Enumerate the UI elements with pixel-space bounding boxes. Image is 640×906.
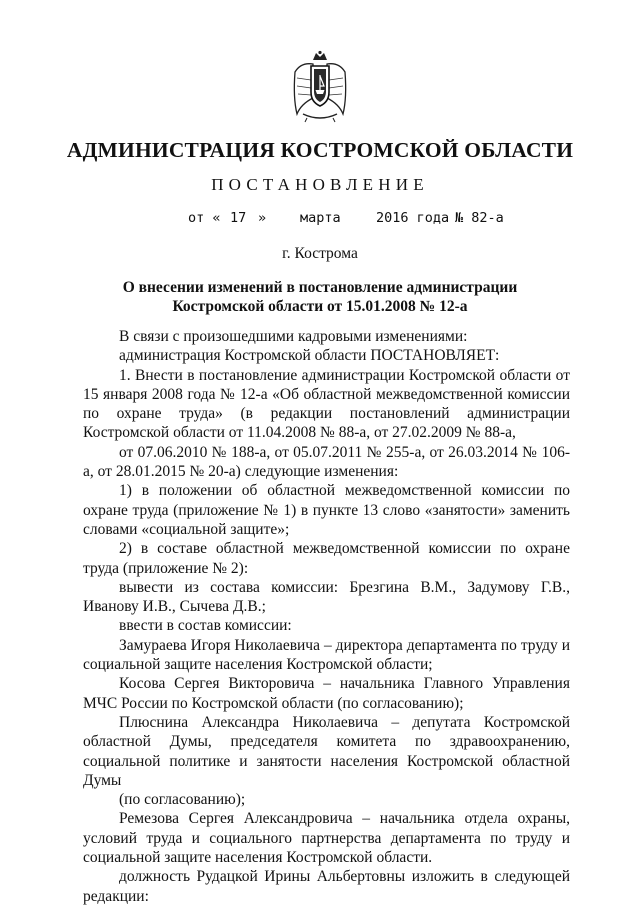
city: г. Кострома [282,245,358,262]
date-month: марта [300,210,341,226]
date-day: 17 [230,210,247,226]
date-prefix: от « [188,210,221,226]
body-paragraph: от 07.06.2010 № 188-а, от 05.07.2011 № 255-а, от 26.03.2014 № 106-а, от 28.01.2015 № 20-а) следующие изменения: [83,443,570,481]
body-paragraph: администрация Костромской области ПОСТАНОВЛЯЕТ: [119,347,500,365]
date-year: 2016 года [376,210,450,226]
subject-line-1: О внесении изменений в постановление администрации [122,279,518,296]
document-type: ПОСТАНОВЛЕНИЕ [211,175,429,194]
coat-of-arms-icon [291,50,349,124]
subject-line-2: Костромской области от 15.01.2008 № 12-а [172,298,468,315]
body-paragraph: В связи с произошедшими кадровыми изменениями: [119,328,468,345]
body-paragraph: Плюснина Александра Николаевича – депутата Костромской областной Думы, председателя комитета по здравоохранению, социальной политике и занятости населения Костромской областной Думы [83,713,570,789]
document-subject [0,278,640,316]
document-number: № 82-а [455,210,504,226]
body-paragraph: 1. Внести в постановление администрации Костромской области от 15 января 2008 года № 12-а «Об областной межведомственной комиссии по охране труда» (в редакции постановлений администрации Костромской области от 11.04.2008 № 88-а, от 27.02.2009 № 88-а, [83,366,570,442]
date-day-close: » [258,210,267,226]
body-paragraph: 2) в составе областной межведомственной комиссии по охране труда (приложение № 2): [83,540,570,577]
document-body [83,327,570,906]
body-paragraph: ввести в состав комиссии: [119,617,292,635]
body-paragraph: Ремезова Сергея Александровича – начальника отдела охраны, условий труда и социального партнерства департамента по труду и социальной защите населения Костромской области. [83,810,570,867]
date-line [0,210,640,232]
organization-title: АДМИНИСТРАЦИЯ КОСТРОМСКОЙ ОБЛАСТИ [66,138,574,162]
body-paragraph: Косова Сергея Викторовича – начальника Главного Управления МЧС России по Костромской области (по согласованию); [83,675,570,712]
body-paragraph: Замураева Игоря Николаевича – директора департамента по труду и социальной защите населения Костромской области; [83,636,570,674]
body-paragraph: вывести из состава комиссии: Брезгина В.М., Задумову Г.В., Иванову И.В., Сычева Д.В.; [83,578,570,616]
body-paragraph: (по согласованию); [119,791,246,809]
body-paragraph: должность Рудацкой Ирины Альбертовны изложить в следующей редакции: [83,868,570,905]
body-paragraph: 1) в положении об областной межведомственной комиссии по охране труда (приложение № 1) в пункте 13 слово «занятости» заменить словами «социальной защите»; [83,482,570,538]
